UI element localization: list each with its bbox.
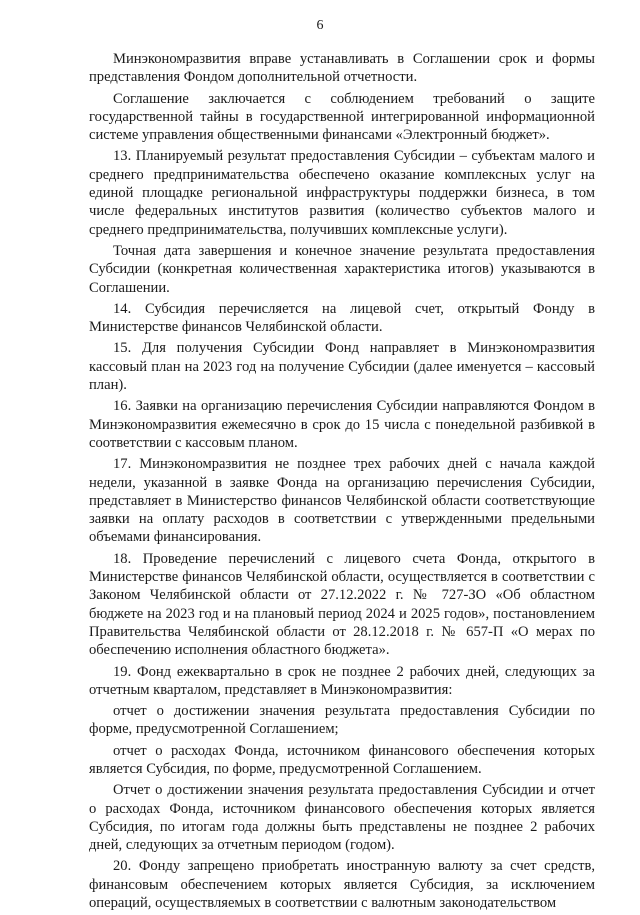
paragraph-report-expenses: отчет о расходах Фонда, источником финансового обеспечения которых является Субсидия, по форме, предусмотренной Соглашением. xyxy=(89,742,595,777)
page-number: 6 xyxy=(316,18,324,33)
paragraph-agreement-conclusion: Соглашение заключается с соблюдением требований о защите государственной тайны в государственной интегрированной информационной системе управления общественными финансами «Электронный бюджет». xyxy=(89,90,595,144)
paragraph-item-18: 18. Проведение перечислений с лицевого счета Фонда, открытого в Министерстве финансов Челябинской области, осуществляется в соответствии с Законом Челябинской области от 27.12.2022 г. № 727-ЗО «Об областном бюджете на 2023 год и на плановый период 2024 и 2025 годов», постановлением Правительства Челябинской области от 28.12.2018 г. № 657-П «О мерах по обеспечению исполнения областного бюджета». xyxy=(89,550,595,659)
paragraph-item-20: 20. Фонду запрещено приобретать иностранную валюту за счет средств, финансовым обеспечением которых является Субсидия, за исключением операций, осуществляемых в соответствии с валютным законодательством xyxy=(89,858,595,912)
paragraph-item-13: 13. Планируемый результат предоставления Субсидии – субъектам малого и среднего предпринимательства обеспечено оказание комплексных услуг на единой площадке региональной инфраструктуры поддержки бизнеса, в том числе федеральных институтов развития (количество субъектов малого и среднего предпринимательства, получивших комплексные услуги). xyxy=(89,148,595,238)
paragraph-item-16: 16. Заявки на организацию перечисления Субсидии направляются Фондом в Минэкономразвития ежемесячно в срок до 15 числа с понедельной разбивкой в соответствии с кассовым планом. xyxy=(89,398,595,451)
paragraph-item-15: 15. Для получения Субсидии Фонд направляет в Минэкономразвития кассовый план на 2023 год на получение Субсидии (далее именуется – кассовый план). xyxy=(89,340,595,394)
paragraph-report-result: отчет о достижении значения результата предоставления Субсидии по форме, предусмотренной Соглашением; xyxy=(89,703,595,738)
paragraph-item-17: 17. Минэкономразвития не позднее трех рабочих дней с начала каждой недели, указанной в заявке Фонда на организацию перечисления Субсидии, представляет в Министерство финансов Челябинской области соответствующие заявки на оплату расходов в соответствии с утвержденными предельными объемами финансирования. xyxy=(89,456,595,546)
paragraph-additional-reporting: Минэкономразвития вправе устанавливать в Соглашении срок и формы представления Фондом дополнительной отчетности. xyxy=(89,51,595,86)
paragraph-item-19: 19. Фонд ежеквартально в срок не позднее 2 рабочих дней, следующих за отчетным кварталом, представляет в Минэкономразвития: xyxy=(89,663,595,698)
document-body xyxy=(89,50,595,915)
paragraph-item-14: 14. Субсидия перечисляется на лицевой счет, открытый Фонду в Министерстве финансов Челябинской области. xyxy=(89,300,595,336)
paragraph-annual-reports: Отчет о достижении значения результата предоставления Субсидии и отчет о расходах Фонда, источником финансового обеспечения которых является Субсидия, по итогам года должны быть представлены не позднее 2 рабочих дней, следующих за отчетным периодом (годом). xyxy=(89,782,595,854)
paragraph-result-date: Точная дата завершения и конечное значение результата предоставления Субсидии (конкретная количественная характеристика итогов) указываются в Соглашении. xyxy=(89,242,595,296)
